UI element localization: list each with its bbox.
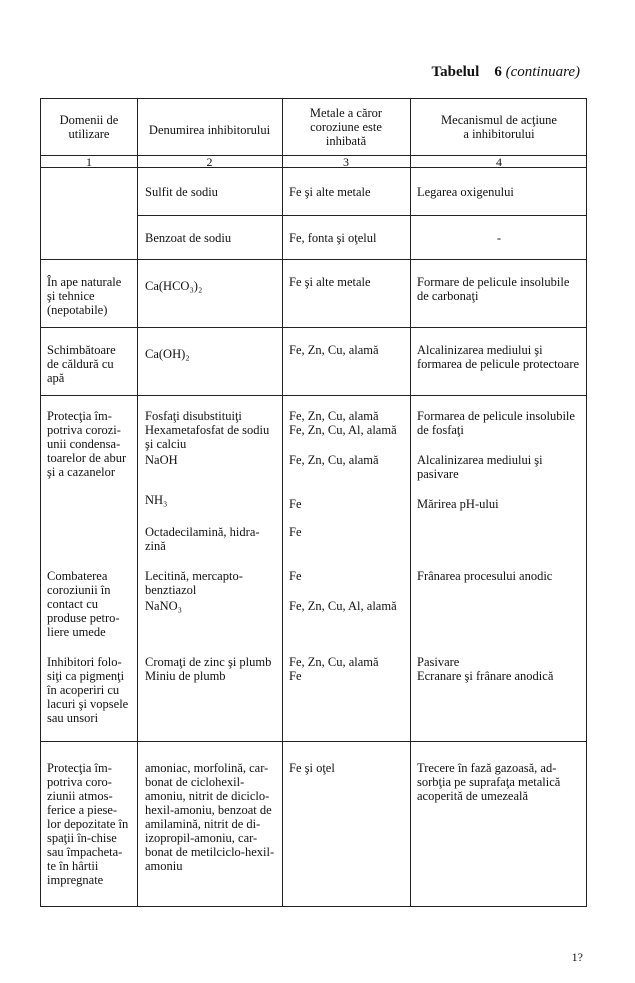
cell-inhibitor: amoniac, morfolină, car- bonat de ciclohexil- amoniu, nitrit de diciclo- hexil-amoniu, benzoat de amilamină, nitrit de di- izopropil-amoniu, car- bonat de metilciclo-hexil- amoniu: [145, 761, 275, 873]
cell-metals: Fe, Zn, Cu, alamă Fe, Zn, Cu, Al, alamă: [289, 409, 397, 437]
header-inhibitor: Denumirea inhibitorului: [148, 123, 271, 137]
cell-mechanism: Formarea de pelicule insolubile de fosfaţi: [417, 409, 575, 437]
col-number-3: 3: [343, 155, 349, 169]
cell-domain: În ape naturale şi tehnice (nepotabile): [47, 275, 122, 317]
row-divider-2: [41, 259, 586, 260]
cell-mechanism: Alcalinizarea mediului şi pasivare: [417, 453, 543, 481]
header-mechanism: Mecanismul de acţiune a inhibitorului: [441, 113, 557, 141]
row-divider-3: [41, 327, 586, 328]
cell-metals: Fe şi alte metale: [289, 275, 371, 289]
cell-inhibitor: NaOH: [145, 453, 178, 467]
cell-metals: Fe, Zn, Cu, alamă Fe: [289, 655, 379, 683]
table-caption: [432, 64, 580, 81]
cell-inhibitor: Benzoat de sodiu: [145, 231, 232, 245]
cell-mechanism: Pasivare Ecranare şi frânare anodică: [417, 655, 554, 683]
row-divider-5: [41, 741, 586, 742]
cell-domain: Schimbătoare de căldură cu apă: [47, 343, 116, 385]
row-divider-1: [137, 215, 586, 216]
row-divider-4: [41, 395, 586, 396]
cell-inhibitor: Ca(OH)₂: [145, 347, 190, 361]
cell-metals: Fe: [289, 569, 302, 583]
inhibitor-table: [40, 98, 587, 907]
cell-mechanism: Alcalinizarea mediului şi formarea de pelicule protectoare: [417, 343, 580, 371]
cell-inhibitor: Octadecilamină, hidra- zină: [145, 525, 260, 553]
col-divider-2: [282, 99, 283, 906]
cell-inhibitor: Lecitină, mercapto- benztiazol: [145, 569, 243, 597]
col-divider-3: [410, 99, 411, 906]
cell-mechanism: Mărirea pH-ului: [417, 497, 499, 511]
col-number-1: 1: [86, 155, 92, 169]
cell-metals: Fe, fonta şi oţelul: [289, 231, 377, 245]
cell-mechanism: Formare de pelicule insolubile de carbonaţi: [417, 275, 570, 303]
cell-inhibitor: Ca(HCO₃)₂: [145, 279, 203, 293]
caption-number: 6: [494, 64, 502, 80]
cell-domain: Protecţia îm- potriva corozi- unii condensa- toarelor de abur şi a cazanelor: [47, 409, 127, 479]
cell-inhibitor: NaNO₃: [145, 599, 182, 613]
cell-metals: Fe şi alte metale: [289, 185, 371, 199]
col-number-2: 2: [206, 155, 213, 169]
cell-metals: Fe, Zn, Cu, alamă: [289, 453, 379, 467]
cell-metals: Fe: [289, 525, 302, 539]
cell-mechanism: Legarea oxigenului: [417, 185, 514, 199]
cell-domain: Combaterea coroziunii în contact cu produse petro- liere umede: [47, 569, 120, 639]
cell-metals: Fe, Zn, Cu, Al, alamă: [289, 599, 397, 613]
col-divider-1: [137, 99, 138, 906]
cell-mechanism: Trecere în fază gazoasă, ad- sorbţia pe suprafaţa metalică acoperită de umezeală: [417, 761, 561, 803]
cell-inhibitor: NH₃: [145, 493, 168, 507]
cell-mechanism: -: [496, 231, 502, 245]
cell-metals: Fe: [289, 497, 302, 511]
page-number: 1?: [571, 950, 583, 964]
cell-domain: Protecţia îm- potriva coro- ziunii atmos- ferice a piese- lor depozitate în spaţii în-chise sau împacheta- te în hârtii impregnate: [47, 761, 129, 887]
cell-mechanism: Frânarea procesului anodic: [417, 569, 553, 583]
header-domain: Domenii de utilizare: [59, 113, 119, 141]
cell-inhibitor: Sulfit de sodiu: [145, 185, 218, 199]
col-number-4: 4: [496, 155, 502, 169]
cell-metals: Fe, Zn, Cu, alamă: [289, 343, 379, 357]
cell-inhibitor: Fosfaţi disubstituiţi Hexametafosfat de sodiu şi calciu: [145, 409, 270, 451]
caption-note: (continuare): [505, 64, 580, 80]
header-metals: Metale a căror coroziune este inhibată: [309, 106, 383, 148]
cell-inhibitor: Cromaţi de zinc şi plumb Miniu de plumb: [145, 655, 272, 683]
cell-metals: Fe şi oţel: [289, 761, 335, 775]
caption-label: Tabelul: [431, 64, 480, 80]
cell-domain: Inhibitori folo- siţi ca pigmenţi în acoperiri cu lacuri şi vopsele sau unsori: [47, 655, 129, 725]
